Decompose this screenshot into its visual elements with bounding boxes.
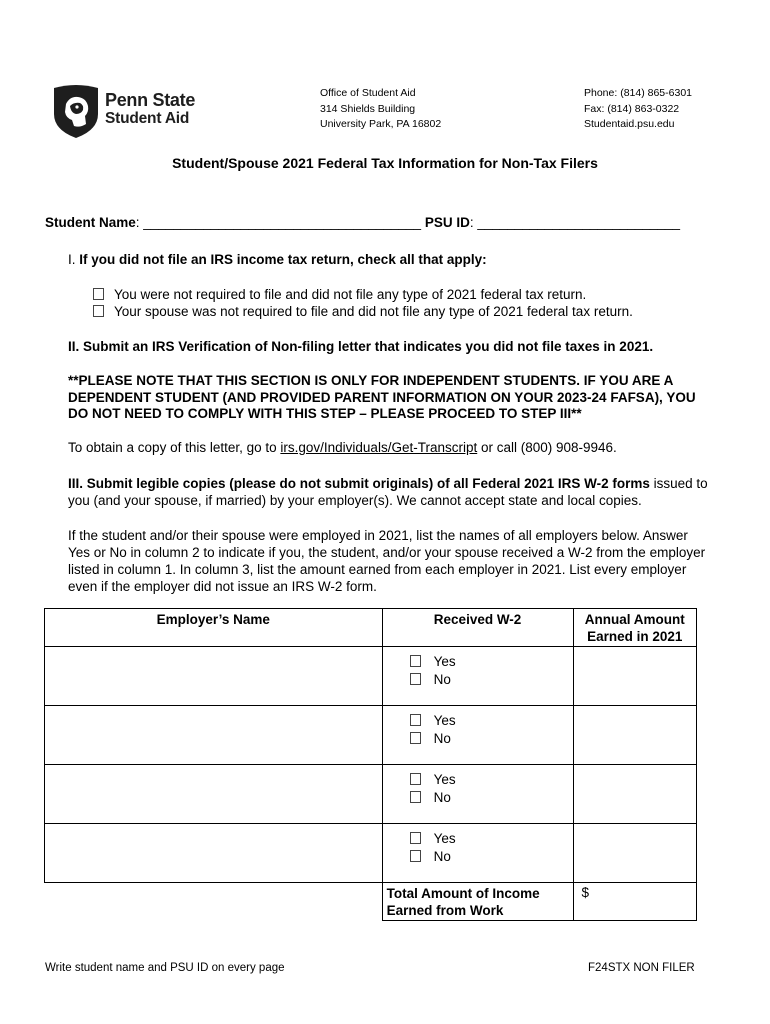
dollar-sign: $ <box>581 885 590 900</box>
total-amount-cell[interactable] <box>573 883 696 921</box>
obtain-post: or call (800) 908-9946. <box>477 440 617 455</box>
section-3-heading <box>68 475 708 492</box>
checkbox-not-required-student[interactable] <box>93 288 104 300</box>
col-employer-name-header: Employer’s Name <box>45 609 383 647</box>
table-header-row <box>45 609 697 647</box>
table-row <box>45 824 697 883</box>
yes-checkbox[interactable] <box>410 832 421 844</box>
employer-name-cell[interactable] <box>45 765 383 824</box>
received-w2-cell <box>382 647 573 706</box>
section-1-heading <box>68 251 487 268</box>
table-row <box>45 765 697 824</box>
annual-amount-cell[interactable] <box>573 824 696 883</box>
checkbox-not-required-spouse[interactable] <box>93 305 104 317</box>
yes-checkbox[interactable] <box>410 655 421 667</box>
note-line-2: DEPENDENT STUDENT (AND PROVIDED PARENT INFORMATION ON YOUR 2023-24 FAFSA), YOU <box>68 389 696 405</box>
office-line-1: Office of Student Aid <box>320 87 416 99</box>
no-option[interactable] <box>410 789 573 807</box>
no-checkbox[interactable] <box>410 732 421 744</box>
psu-id-field[interactable]: : ___________________________ <box>469 215 681 230</box>
irs-transcript-link[interactable]: irs.gov/Individuals/Get-Transcript <box>280 440 478 455</box>
col-annual-amount-header <box>573 609 696 647</box>
office-address <box>320 86 441 133</box>
document-title: Student/Spouse 2021 Federal Tax Information for Non-Tax Filers <box>172 155 598 171</box>
col3-line-2: Earned in 2021 <box>587 629 683 644</box>
student-name-id-row <box>45 215 680 230</box>
note-line-1: **PLEASE NOTE THAT THIS SECTION IS ONLY FOR INDEPENDENT STUDENTS. IF YOU ARE A <box>68 373 674 388</box>
annual-amount-cell[interactable] <box>573 706 696 765</box>
employer-name-cell[interactable] <box>45 647 383 706</box>
no-option[interactable] <box>410 848 573 866</box>
logo-line-2: Student Aid <box>105 110 190 127</box>
no-option[interactable] <box>410 730 573 748</box>
no-label: No <box>433 672 451 687</box>
office-line-3: University Park, PA 16802 <box>320 118 442 130</box>
section-2-note <box>68 373 696 423</box>
no-checkbox[interactable] <box>410 791 421 803</box>
yes-option[interactable] <box>410 771 573 789</box>
student-name-label: Student Name <box>45 215 136 230</box>
note-line-3: DO NOT NEED TO COMPLY WITH THIS STEP – PLEASE PROCEED TO STEP III** <box>68 406 582 421</box>
section-3-heading-rest: issued to <box>649 476 708 491</box>
instructions-line-3: listed in column 1. In column 3, list the amount earned from each employer in 2021. List every employer <box>68 562 687 577</box>
col-received-w2-header: Received W-2 <box>382 609 573 647</box>
no-label: No <box>433 849 451 864</box>
yes-label: Yes <box>433 713 456 728</box>
section-1-number: I. <box>68 252 76 267</box>
nittany-lion-shield-icon <box>52 84 100 138</box>
employer-table <box>44 608 697 921</box>
yes-checkbox[interactable] <box>410 773 421 785</box>
fax-text: Fax: (814) 863-0322 <box>584 102 680 115</box>
yes-option[interactable] <box>410 653 573 671</box>
logo-line-1: Penn State <box>105 90 196 110</box>
no-option[interactable] <box>410 671 573 689</box>
total-label-line-1: Total Amount of Income <box>386 886 540 901</box>
yes-label: Yes <box>433 831 456 846</box>
website-text: Studentaid.psu.edu <box>584 118 675 130</box>
table-row <box>45 706 697 765</box>
form-code: F24STX NON FILER <box>588 962 695 974</box>
section-2-heading: II. Submit an IRS Verification of Non-filing letter that indicates you did not file taxes in 2021. <box>68 339 654 354</box>
phone-text: Phone: (814) 865-6301 <box>584 87 692 99</box>
footer-instruction: Write student name and PSU ID on every page <box>45 962 285 974</box>
obtain-pre: To obtain a copy of this letter, go to <box>68 440 281 455</box>
psu-id-label: PSU ID <box>421 215 470 230</box>
yes-label: Yes <box>433 772 456 787</box>
table-row <box>45 647 697 706</box>
received-w2-cell <box>382 765 573 824</box>
option-1-label: You were not required to file and did not file any type of 2021 federal tax return. <box>114 287 587 302</box>
yes-option[interactable] <box>410 712 573 730</box>
instructions-line-2: Yes or No in column 2 to indicate if you, the student, and/or your spouse received a W-2 from the employer <box>68 545 706 560</box>
obtain-letter-text <box>68 439 617 456</box>
student-name-field[interactable]: : _____________________________________ <box>135 215 422 230</box>
instructions-line-4: even if the employer did not issue an IRS W-2 form. <box>68 579 377 594</box>
yes-checkbox[interactable] <box>410 714 421 726</box>
employer-name-cell[interactable] <box>45 824 383 883</box>
section-3-heading-bold: III. Submit legible copies (please do not submit originals) of all Federal 2021 IRS W-2 forms <box>68 476 650 491</box>
annual-amount-cell[interactable] <box>573 647 696 706</box>
logo-wordmark <box>105 90 195 128</box>
total-income-label <box>382 883 573 921</box>
total-row-blank <box>45 883 383 921</box>
option-2-label: Your spouse was not required to file and did not file any type of 2021 federal tax return. <box>114 304 633 319</box>
section-1-option-2 <box>93 303 633 320</box>
no-label: No <box>433 790 451 805</box>
no-checkbox[interactable] <box>410 673 421 685</box>
received-w2-cell <box>382 824 573 883</box>
penn-state-logo <box>52 84 202 138</box>
yes-label: Yes <box>433 654 456 669</box>
office-line-2: 314 Shields Building <box>320 102 416 115</box>
total-row <box>45 883 697 921</box>
section-3-line-2: you (and your spouse, if married) by your employer(s). We cannot accept state and local copies. <box>68 493 642 508</box>
section-3-instructions <box>68 527 705 595</box>
received-w2-cell <box>382 706 573 765</box>
section-1-option-1 <box>93 286 586 303</box>
no-label: No <box>433 731 451 746</box>
section-1-heading-text: If you did not file an IRS income tax return, check all that apply: <box>75 252 487 267</box>
contact-info <box>584 86 692 133</box>
total-label-line-2: Earned from Work <box>386 903 504 918</box>
col3-line-1: Annual Amount <box>584 612 685 627</box>
instructions-line-1: If the student and/or their spouse were employed in 2021, list the names of all employers below. Answer <box>68 528 688 543</box>
no-checkbox[interactable] <box>410 850 421 862</box>
employer-name-cell[interactable] <box>45 706 383 765</box>
annual-amount-cell[interactable] <box>573 765 696 824</box>
yes-option[interactable] <box>410 830 573 848</box>
